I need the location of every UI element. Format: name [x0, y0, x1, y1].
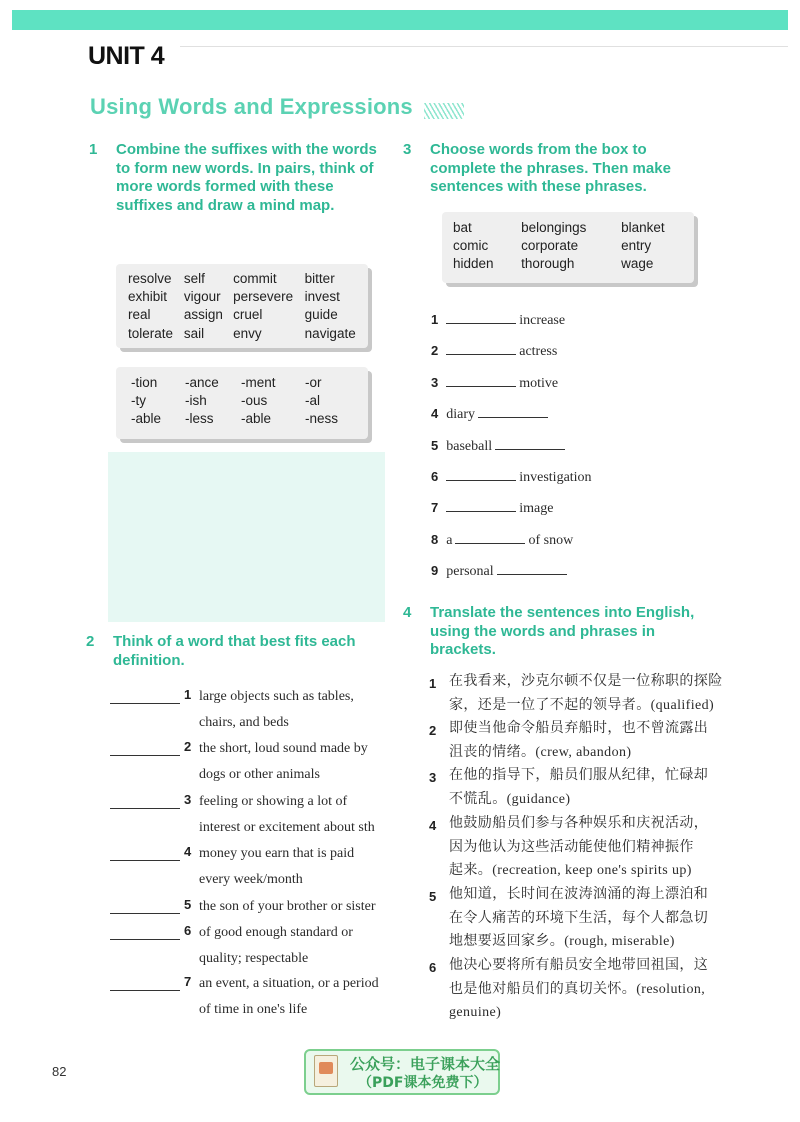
box-word: belongings [521, 220, 587, 235]
box-word: guide [304, 307, 338, 323]
sentence-line: 即使当他命令船员弃船时，也不曾流露出 [449, 721, 709, 736]
task4-number: 4 [403, 604, 412, 621]
box-word: bat [453, 220, 472, 235]
phrase-word-after: image [519, 501, 554, 517]
answer-blank[interactable] [110, 690, 180, 704]
suffix-table [131, 374, 361, 429]
box-word: -ment [241, 375, 276, 390]
box-word: -ous [241, 393, 268, 409]
list-item [431, 495, 553, 522]
answer-blank[interactable] [446, 310, 516, 324]
item-number: 2 [431, 343, 439, 359]
item-number: 7 [184, 974, 192, 989]
sentence-line: 因为他认为这些活动能使他们精神振作 [449, 839, 694, 855]
box-word: resolve [128, 271, 172, 286]
list-item [431, 527, 573, 554]
box-word: bitter [304, 271, 335, 286]
phrase-word-after: of snow [528, 532, 574, 548]
box-word: -ance [185, 375, 219, 390]
header-rule [180, 46, 788, 47]
box-word: tolerate [128, 325, 174, 341]
table-row [453, 255, 694, 273]
box-word: wage [621, 256, 654, 272]
box-word: assign [183, 307, 223, 323]
task3-instruction: Choose words from the box to complete the phrases. Then make sentences with these phrases. [430, 141, 671, 195]
list-item [431, 433, 568, 460]
table-row [131, 374, 361, 392]
sentence-text [449, 883, 709, 954]
phrase-word-table [453, 219, 694, 274]
unit-title: UNIT 4 [88, 42, 165, 70]
sentence-line: 地想要返回家乡。(rough, miserable) [449, 934, 675, 950]
sentence-line: 不慌乱。(guidance) [449, 791, 571, 807]
mind-map-area[interactable] [108, 452, 385, 622]
phrase-word-before: baseball [446, 438, 493, 454]
item-number: 2 [429, 723, 437, 738]
definition-text [199, 920, 399, 973]
definition-line: money you earn that is paid [199, 846, 355, 861]
box-word: exhibit [128, 289, 168, 305]
task4-instruction: Translate the sentences into English, using the words and phrases in brackets. [430, 604, 695, 658]
box-word: commit [233, 271, 277, 286]
box-word: cruel [233, 307, 263, 323]
answer-blank[interactable] [110, 926, 180, 940]
box-word: sail [183, 325, 205, 341]
sentence-line: 起来。(recreation, keep one's spirits up) [449, 863, 692, 879]
top-color-bar [12, 10, 788, 30]
sentence-line: 在我看来，沙克尔顿不仅是一位称职的探险 [449, 674, 723, 689]
phrase-word-before: a [446, 532, 453, 548]
task3-heading [403, 141, 713, 199]
phrase-word-after: increase [519, 313, 566, 328]
box-word: blanket [621, 220, 665, 235]
phrase-word-before: diary [446, 407, 475, 423]
table-row [128, 306, 368, 324]
item-number: 4 [431, 406, 439, 422]
task2-instruction: Think of a word that best fits each definition. [113, 633, 356, 669]
sentence-line: genuine) [449, 1005, 502, 1021]
box-word: real [128, 307, 151, 323]
item-number: 3 [184, 792, 192, 807]
definition-line: large objects such as tables, [199, 689, 354, 704]
box-word: self [183, 271, 205, 286]
item-number: 9 [431, 563, 439, 579]
section-title: Using Words and Expressions [90, 94, 413, 119]
box-word: comic [453, 238, 489, 254]
table-row [131, 392, 361, 410]
answer-blank[interactable] [446, 467, 516, 481]
sentence-line: 家，还是一位了不起的领导者。(qualified) [449, 697, 715, 713]
watermark-line1: 公众号：电子课本大全 [350, 1055, 501, 1073]
word-table [128, 270, 368, 343]
box-word: corporate [521, 238, 579, 254]
phrase-word-after: motive [519, 375, 559, 391]
definition-line: chairs, and beds [199, 715, 289, 731]
definition-text [199, 736, 399, 789]
table-row [128, 325, 368, 343]
item-number: 5 [429, 889, 437, 904]
answer-blank[interactable] [446, 373, 516, 387]
watermark-line2: （PDF课本免费下） [358, 1075, 488, 1091]
box-word: -ness [305, 411, 339, 427]
list-item [431, 338, 557, 365]
item-number: 1 [184, 687, 192, 702]
box-word: navigate [304, 325, 356, 341]
item-number: 6 [431, 469, 439, 484]
definition-line: dogs or other animals [199, 767, 320, 783]
table-row [131, 410, 361, 428]
item-number: 7 [431, 500, 439, 516]
word-box [116, 264, 368, 348]
sentence-line: 在令人痛苦的环境下生活，每个人都急切 [449, 910, 709, 926]
item-number: 5 [431, 437, 439, 453]
definition-line: of good enough standard or [199, 925, 353, 940]
sentence-line: 他鼓励船员们参与各种娱乐和庆祝活动， [449, 816, 709, 831]
box-word: thorough [521, 256, 575, 272]
box-word: invest [304, 289, 340, 305]
answer-blank[interactable] [110, 742, 180, 756]
answer-blank[interactable] [478, 404, 548, 418]
definition-text [199, 894, 399, 920]
definition-line: feeling or showing a lot of [199, 794, 348, 809]
box-word: -al [305, 393, 321, 409]
sentence-text [449, 670, 723, 717]
item-number: 4 [429, 818, 437, 833]
suffix-box [116, 367, 368, 439]
sentence-text [449, 717, 709, 764]
phrase-word-box [442, 212, 694, 283]
answer-blank[interactable] [446, 341, 516, 355]
box-word: hidden [453, 256, 494, 272]
phrase-word-after: actress [519, 344, 558, 360]
sentence-line: 他决心要将所有船员安全地带回祖国，这 [449, 958, 709, 973]
item-number: 6 [429, 960, 437, 975]
table-row [128, 270, 368, 288]
definition-line: every week/month [199, 872, 303, 888]
book-icon [314, 1055, 338, 1087]
task1-instruction: Combine the suffixes with the words to form new words. In pairs, think of more words formed with these suffixes and draw a mind map. [116, 141, 377, 214]
sentence-text [449, 764, 709, 811]
list-item [431, 307, 565, 334]
box-word: -able [131, 411, 162, 427]
item-number: 3 [431, 374, 439, 390]
definition-text [199, 971, 399, 1024]
box-word: -tion [131, 375, 158, 390]
item-number: 1 [429, 676, 437, 691]
box-word: envy [233, 325, 262, 341]
answer-blank[interactable] [446, 498, 516, 512]
box-word: -or [305, 375, 322, 390]
task1-number: 1 [89, 141, 98, 158]
list-item [431, 558, 570, 585]
answer-blank[interactable] [110, 847, 180, 861]
table-row [453, 237, 694, 255]
task2-number: 2 [86, 633, 95, 650]
table-row [128, 288, 368, 306]
item-number: 3 [429, 770, 437, 785]
box-word: persevere [233, 289, 294, 305]
definition-line: of time in one's life [199, 1002, 308, 1018]
answer-blank[interactable] [497, 561, 567, 575]
task4-heading [403, 604, 713, 662]
definition-line: interest or excitement about sth [199, 820, 375, 836]
box-word: entry [621, 238, 652, 254]
box-word: -less [185, 411, 214, 427]
phrase-word-before: personal [446, 564, 494, 580]
definition-line: the short, loud sound made by [199, 741, 368, 756]
item-number: 2 [184, 739, 192, 754]
sentence-line: 也是他对船员们的真切关怀。(resolution, [449, 981, 706, 997]
answer-blank[interactable] [455, 530, 525, 544]
box-word: -ty [131, 393, 146, 409]
box-word: -able [241, 411, 272, 427]
list-item [431, 401, 551, 428]
sentence-text [449, 954, 709, 1025]
answer-blank[interactable] [110, 900, 180, 914]
sentence-line: 他知道，长时间在波涛汹涌的海上漂泊和 [449, 887, 709, 902]
page-number: 82 [52, 1064, 67, 1079]
phrase-word-after: investigation [519, 470, 592, 485]
task2-heading [86, 633, 386, 673]
item-number: 8 [431, 531, 439, 547]
definition-text [199, 684, 399, 737]
table-row [453, 219, 694, 237]
definition-line: an event, a situation, or a period [199, 976, 379, 991]
box-word: -ish [185, 393, 207, 409]
item-number: 5 [184, 897, 192, 912]
item-number: 1 [431, 312, 439, 327]
sentence-line: 沮丧的情绪。(crew, abandon) [449, 744, 632, 760]
task1-heading [89, 141, 389, 236]
definition-line: quality; respectable [199, 951, 309, 967]
item-number: 6 [184, 923, 192, 938]
item-number: 4 [184, 844, 192, 859]
watermark-badge [304, 1049, 500, 1095]
box-word: vigour [183, 289, 221, 305]
answer-blank[interactable] [110, 795, 180, 809]
list-item [431, 370, 558, 397]
sentence-text [449, 812, 709, 883]
definition-text [199, 789, 399, 842]
definition-line: the son of your brother or sister [199, 899, 376, 914]
answer-blank[interactable] [110, 977, 180, 991]
hatch-decoration [424, 103, 464, 119]
definition-text [199, 841, 399, 894]
task3-number: 3 [403, 141, 412, 158]
sentence-line: 在他的指导下，船员们服从纪律，忙碌却 [449, 768, 709, 783]
list-item [431, 464, 592, 491]
answer-blank[interactable] [495, 436, 565, 450]
